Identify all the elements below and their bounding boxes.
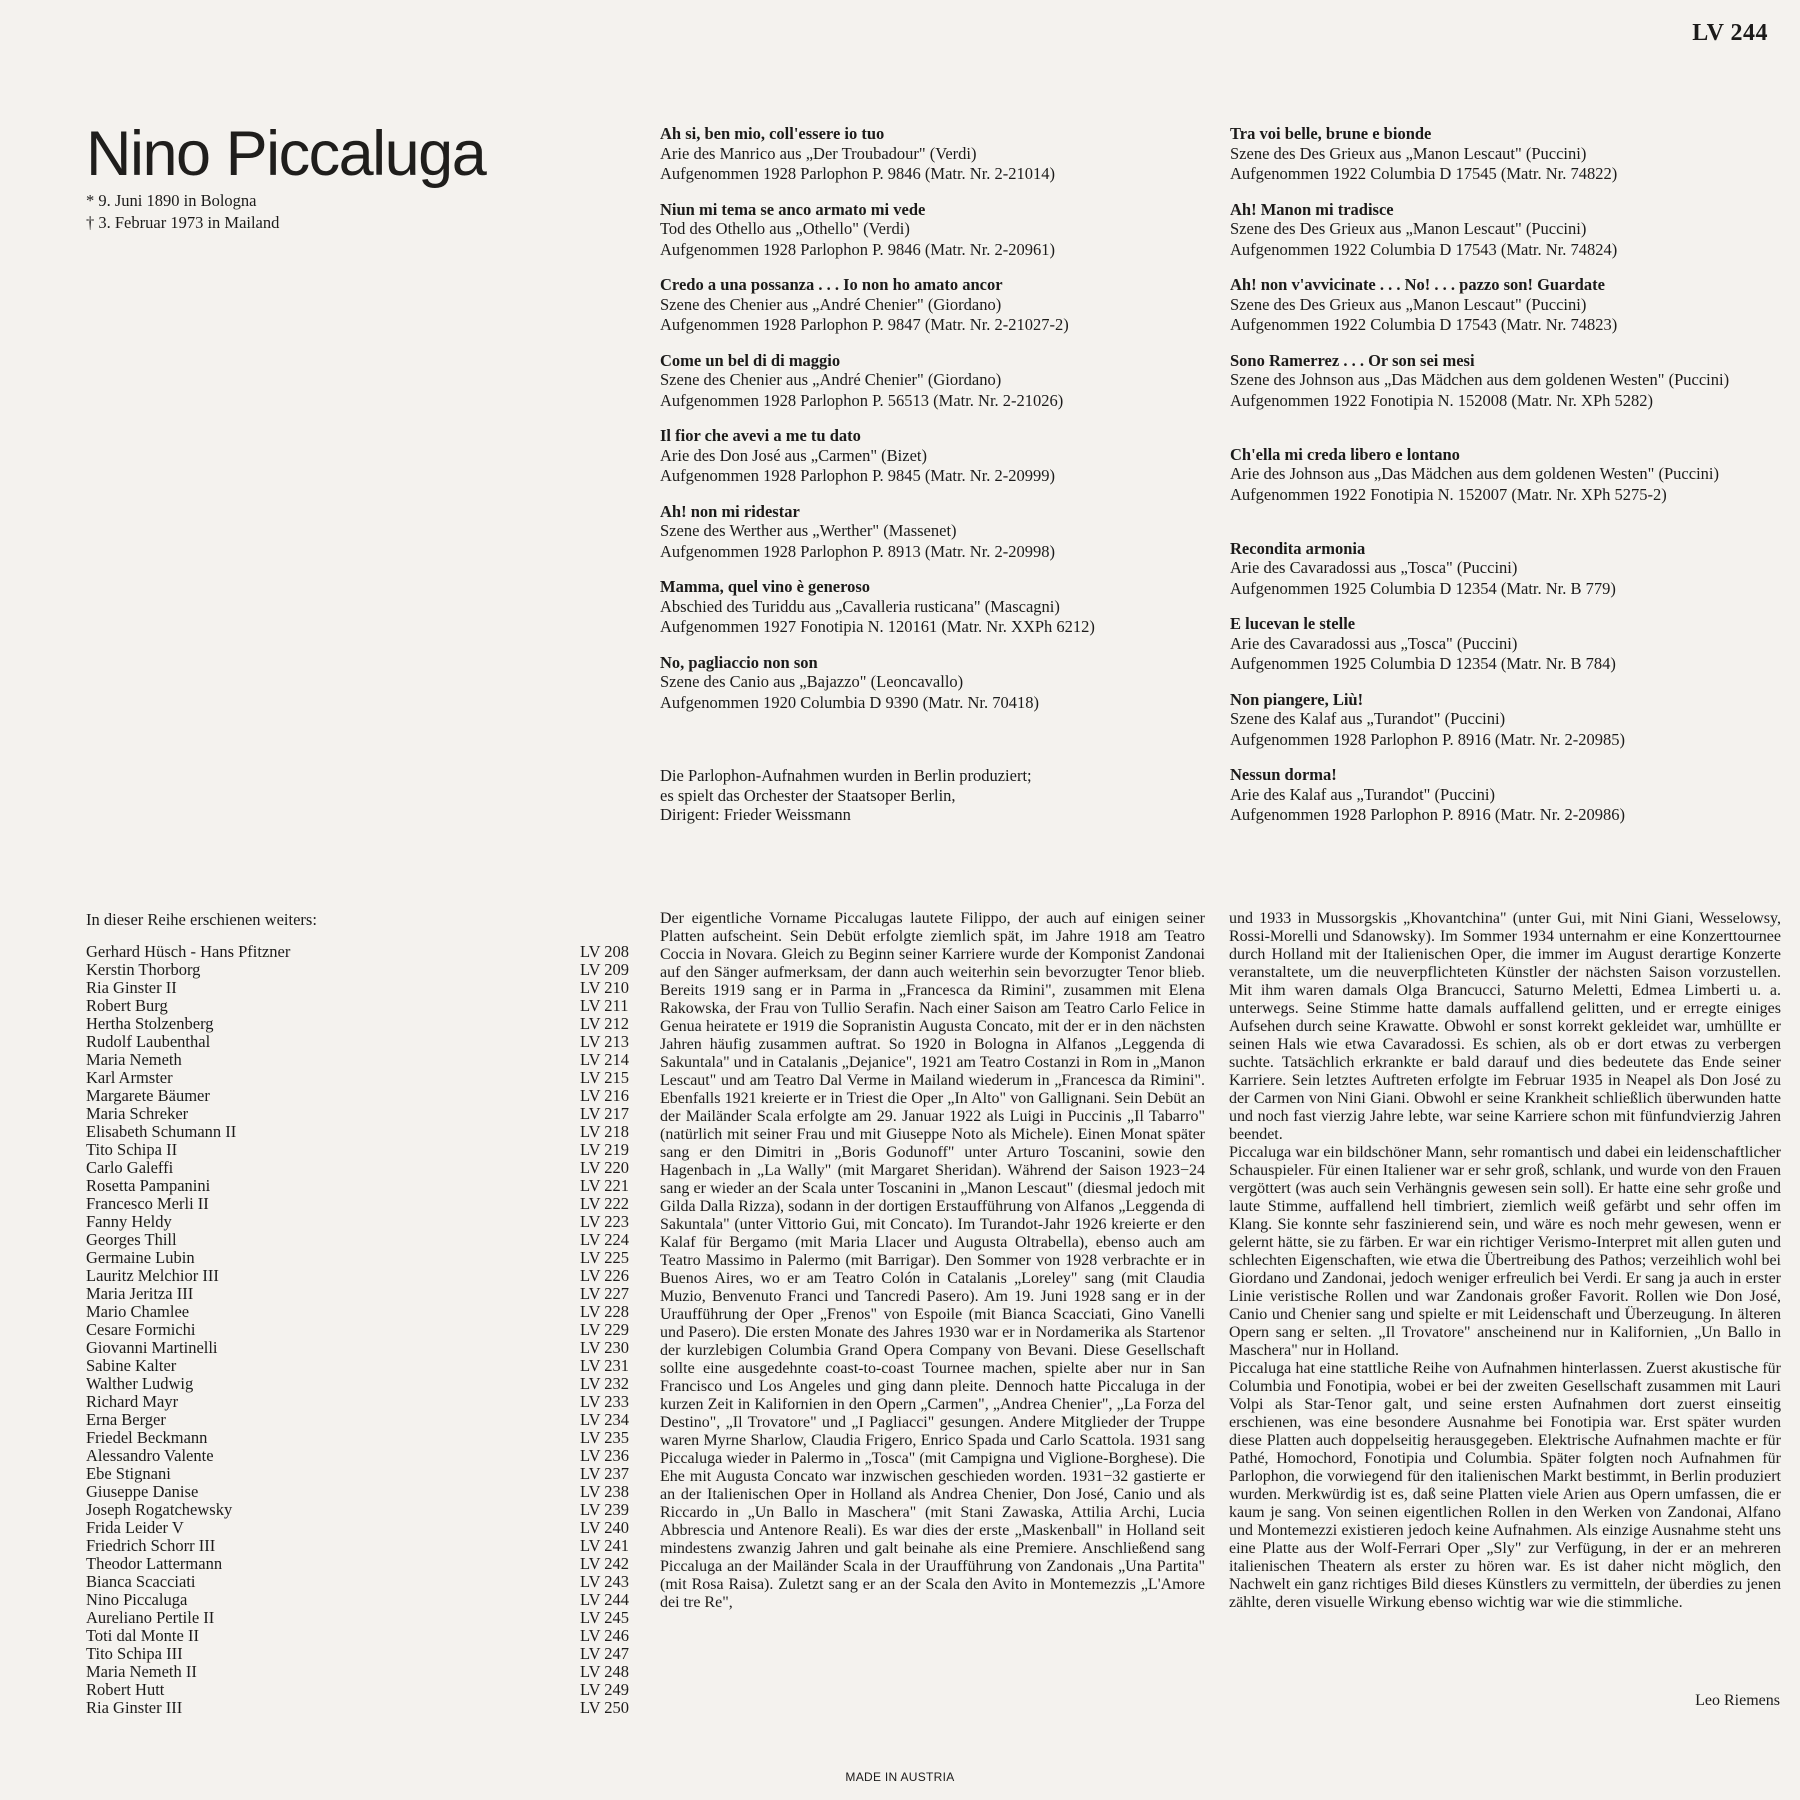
track-title: Niun mi tema se anco armato mi vede <box>660 199 926 219</box>
page-title: Nino Piccaluga <box>86 119 486 189</box>
series-artist-name: Theodor Lattermann <box>86 1554 223 1573</box>
track-recording: Aufgenommen 1922 Columbia D 17543 (Matr. Nr. 74823) <box>1230 315 1618 334</box>
series-artist-name: Elisabeth Schumann II <box>86 1122 237 1141</box>
track-item <box>1230 765 1760 841</box>
series-catalog-number: LV 212 <box>580 1014 630 1033</box>
series-list-item <box>86 1249 636 1267</box>
series-list-item <box>86 1681 636 1699</box>
series-catalog-number: LV 209 <box>580 960 630 979</box>
track-description: Szene des Canio aus „Bajazzo" (Leoncavallo) <box>660 672 964 691</box>
series-artist-name: Tito Schipa II <box>86 1140 178 1159</box>
series-artist-name: Karl Armster <box>86 1068 173 1087</box>
production-note-line: Die Parlophon-Aufnahmen wurden in Berlin produziert; <box>660 766 1032 785</box>
track-recording: Aufgenommen 1928 Parlophon P. 9847 (Matr. Nr. 2-21027-2) <box>660 315 1069 334</box>
series-catalog-number: LV 222 <box>580 1194 630 1213</box>
biography-column-2 <box>1229 910 1781 1612</box>
series-list-item <box>86 1591 636 1609</box>
biography-column-1 <box>660 910 1205 1612</box>
series-catalog-number: LV 225 <box>580 1248 630 1267</box>
series-catalog-number: LV 220 <box>580 1158 630 1177</box>
series-artist-name: Maria Jeritza III <box>86 1284 194 1303</box>
track-title: Il fior che avevi a me tu dato <box>660 426 861 445</box>
series-list-item <box>86 1375 636 1393</box>
series-catalog-number: LV 230 <box>580 1338 630 1357</box>
series-artist-name: Toti dal Monte II <box>86 1626 199 1645</box>
series-list-item <box>86 1447 636 1465</box>
series-list-item <box>86 1087 636 1105</box>
series-list-item <box>86 1033 636 1051</box>
series-list-item <box>86 1015 636 1033</box>
series-list-item <box>86 1177 636 1195</box>
production-note <box>660 766 1032 825</box>
track-title: Ah si, ben mio, coll'essere io tuo <box>660 124 885 143</box>
series-list-item <box>86 1051 636 1069</box>
track-description: Szene des Chenier aus „André Chenier" (Giordano) <box>660 370 1002 389</box>
track-recording: Aufgenommen 1928 Parlophon P. 8916 (Matr. Nr. 2-20986) <box>1230 805 1626 824</box>
track-item <box>1230 614 1760 690</box>
series-catalog-number: LV 231 <box>580 1356 630 1375</box>
series-artist-name: Joseph Rogatchewsky <box>86 1500 233 1519</box>
series-artist-name: Fanny Heldy <box>86 1212 172 1231</box>
track-description: Arie des Don José aus „Carmen" (Bizet) <box>660 445 927 465</box>
series-catalog-number: LV 219 <box>580 1140 630 1159</box>
track-recording: Aufgenommen 1922 Columbia D 17545 (Matr. Nr. 74822) <box>1230 164 1618 183</box>
series-catalog-number: LV 240 <box>580 1518 630 1537</box>
track-item <box>660 124 1190 200</box>
life-dates <box>86 190 279 234</box>
series-artist-name: Maria Nemeth II <box>86 1662 197 1681</box>
series-catalog-number: LV 242 <box>580 1554 630 1573</box>
series-artist-name: Nino Piccaluga <box>86 1590 188 1609</box>
death-date: † 3. Februar 1973 in Mailand <box>86 213 280 232</box>
series-list-item <box>86 943 636 961</box>
track-recording: Aufgenommen 1928 Parlophon P. 9846 (Matr. Nr. 2-21014) <box>660 164 1056 183</box>
track-description: Arie des Cavaradossi aus „Tosca" (Puccini) <box>1230 633 1518 653</box>
series-artist-name: Richard Mayr <box>86 1392 179 1411</box>
track-title: Mamma, quel vino è generoso <box>660 577 871 596</box>
series-list-item <box>86 1573 636 1591</box>
track-title: Tra voi belle, brune e bionde <box>1230 124 1432 143</box>
series-catalog-number: LV 229 <box>580 1320 630 1339</box>
track-description: Szene des Werther aus „Werther" (Massenet) <box>660 521 957 540</box>
series-artist-name: Carlo Galeffi <box>86 1158 174 1177</box>
series-artist-name: Frida Leider V <box>86 1518 184 1537</box>
track-item <box>1230 351 1760 445</box>
series-list-item <box>86 1195 636 1213</box>
birth-date: * 9. Juni 1890 in Bologna <box>86 191 257 210</box>
series-list-item <box>86 1105 636 1123</box>
series-list-item <box>86 1069 636 1087</box>
track-title: Credo a una possanza . . . Io non ho amato ancor <box>660 275 1003 294</box>
series-artist-name: Ria Ginster II <box>86 978 177 997</box>
series-artist-name: Tito Schipa III <box>86 1644 183 1663</box>
series-artist-name: Francesco Merli II <box>86 1194 209 1213</box>
series-catalog-number: LV 223 <box>580 1212 630 1231</box>
series-list-item <box>86 1303 636 1321</box>
track-recording: Aufgenommen 1928 Parlophon P. 8916 (Matr. Nr. 2-20985) <box>1230 729 1626 749</box>
track-description: Szene des Des Grieux aus „Manon Lescaut" (Puccini) <box>1230 219 1587 238</box>
track-item <box>660 426 1190 502</box>
series-list-item <box>86 1123 636 1141</box>
track-description: Szene des Kalaf aus „Turandot" (Puccini) <box>1230 709 1506 728</box>
track-description: Abschied des Turiddu aus „Cavalleria rusticana" (Mascagni) <box>660 596 1060 616</box>
track-item <box>1230 445 1760 539</box>
track-item <box>1230 690 1760 766</box>
series-artist-name: Sabine Kalter <box>86 1356 177 1375</box>
series-catalog-number: LV 248 <box>580 1662 630 1681</box>
series-list-item <box>86 1285 636 1303</box>
series-list-item <box>86 961 636 979</box>
series-list-item <box>86 1321 636 1339</box>
track-description: Tod des Othello aus „Othello" (Verdi) <box>660 219 910 238</box>
catalog-number: LV 244 <box>1692 20 1768 46</box>
track-item <box>660 200 1190 276</box>
track-recording: Aufgenommen 1927 Fonotipia N. 120161 (Matr. Nr. XXPh 6212) <box>660 617 1095 636</box>
series-artist-name: Ebe Stignani <box>86 1464 171 1483</box>
series-list-item <box>86 1627 636 1645</box>
track-item <box>660 502 1190 578</box>
track-title: Ch'ella mi creda libero e lontano <box>1230 444 1460 464</box>
series-artist-name: Kerstin Thorborg <box>86 960 201 979</box>
series-list-item <box>86 1429 636 1447</box>
track-description: Szene des Des Grieux aus „Manon Lescaut" (Puccini) <box>1230 294 1587 314</box>
series-catalog-number: LV 244 <box>580 1590 630 1609</box>
series-artist-name: Maria Nemeth <box>86 1050 182 1069</box>
series-catalog-number: LV 208 <box>580 942 630 961</box>
series-list-item <box>86 1483 636 1501</box>
series-catalog-number: LV 239 <box>580 1500 630 1519</box>
series-catalog-number: LV 247 <box>580 1644 630 1663</box>
track-recording: Aufgenommen 1928 Parlophon P. 8913 (Matr. Nr. 2-20998) <box>660 541 1056 561</box>
track-description: Szene des Chenier aus „André Chenier" (Giordano) <box>660 294 1002 314</box>
track-item <box>660 653 1190 729</box>
series-artist-name: Germaine Lubin <box>86 1248 195 1267</box>
series-artist-name: Georges Thill <box>86 1230 177 1249</box>
track-item <box>1230 275 1760 351</box>
series-catalog-number: LV 224 <box>580 1230 630 1249</box>
track-title: Ah! non v'avvicinate . . . No! . . . pazzo son! Guardate <box>1230 275 1605 294</box>
series-artist-name: Alessandro Valente <box>86 1446 214 1465</box>
series-artist-name: Rudolf Laubenthal <box>86 1032 211 1051</box>
series-artist-name: Robert Burg <box>86 996 168 1015</box>
series-artist-name: Giovanni Martinelli <box>86 1338 218 1357</box>
track-title: Recondita armonia <box>1230 538 1366 558</box>
production-note-line: es spielt das Orchester der Staatsoper Berlin, <box>660 785 956 805</box>
track-title: Ah! non mi ridestar <box>660 501 800 521</box>
series-artist-name: Ria Ginster III <box>86 1698 183 1717</box>
track-item <box>1230 200 1760 276</box>
series-list-item <box>86 1267 636 1285</box>
series-list-item <box>86 1699 636 1717</box>
series-list-item <box>86 1159 636 1177</box>
series-catalog-number: LV 236 <box>580 1446 630 1465</box>
track-recording: Aufgenommen 1925 Columbia D 12354 (Matr. Nr. B 784) <box>1230 654 1616 673</box>
track-item <box>660 275 1190 351</box>
series-catalog-number: LV 237 <box>580 1464 630 1483</box>
series-catalog-number: LV 238 <box>580 1482 630 1501</box>
production-note-line: Dirigent: Frieder Weissmann <box>660 805 851 824</box>
series-list-item <box>86 1645 636 1663</box>
series-list <box>86 943 636 1717</box>
track-description: Szene des Des Grieux aus „Manon Lescaut" (Puccini) <box>1230 143 1587 163</box>
author-signature: Leo Riemens <box>1695 1692 1780 1709</box>
track-recording: Aufgenommen 1928 Parlophon P. 9845 (Matr. Nr. 2-20999) <box>660 466 1056 485</box>
track-description: Arie des Cavaradossi aus „Tosca" (Puccini) <box>1230 558 1518 577</box>
series-list-item <box>86 1231 636 1249</box>
series-heading: In dieser Reihe erschienen weiters: <box>86 910 317 929</box>
track-recording: Aufgenommen 1922 Columbia D 17543 (Matr. Nr. 74824) <box>1230 239 1618 259</box>
series-catalog-number: LV 234 <box>580 1410 630 1429</box>
track-recording: Aufgenommen 1922 Fonotipia N. 152007 (Matr. Nr. XPh 5275-2) <box>1230 484 1667 504</box>
series-artist-name: Lauritz Melchior III <box>86 1266 219 1285</box>
biography-paragraph: und 1933 in Mussorgskis „Khovantchina" (unter Gui, mit Nini Giani, Wesselowsy, Rossi-Morelli und Sdanowsky). Im Sommer 1934 unternahm er eine Konzerttournee durch Holland mit der Italienischen Oper, die immer im August derartige Konzerte veranstaltete, um die neuverpflichteten Künstler der nächsten Saison vorzustellen. Mit ihm waren damals Olga Brancucci, Saturno Meletti, Edmea Limberti u. a. unterwegs. Seine Stimme hatte damals auffallend gelitten, und er erregte einiges Aufsehen durch seine Krawatte. Obwohl er sonst korrekt gekleidet war, umhüllte er seinen Hals wie etwa Cavaradossi. Es schien, als ob er dort etwas zu verbergen suchte. Tatsächlich erkrankte er bald darauf und dies bedeutete das Ende seiner Karriere. Sein letztes Auftreten erfolgte im Februar 1935 in Neapel als Don José zu der Carmen von Nini Giani. Obwohl er seine Krankheit schließlich überwunden hatte und noch fast vierzig Jahre lebte, war seine Karriere schon mit fünfundvierzig Jahren beendet. <box>1229 910 1781 1143</box>
track-title: No, pagliaccio non son <box>660 652 818 672</box>
series-list-item <box>86 1339 636 1357</box>
track-title: Sono Ramerrez . . . Or son sei mesi <box>1230 350 1475 370</box>
series-catalog-number: LV 216 <box>580 1086 630 1105</box>
series-artist-name: Rosetta Pampanini <box>86 1176 211 1195</box>
track-recording: Aufgenommen 1925 Columbia D 12354 (Matr. Nr. B 779) <box>1230 578 1616 598</box>
series-catalog-number: LV 226 <box>580 1266 630 1285</box>
series-catalog-number: LV 218 <box>580 1122 630 1141</box>
series-list-item <box>86 1555 636 1573</box>
track-recording: Aufgenommen 1920 Columbia D 9390 (Matr. Nr. 70418) <box>660 692 1040 712</box>
series-list-item <box>86 1213 636 1231</box>
track-title: Come un bel di di maggio <box>660 350 841 370</box>
track-description: Arie des Johnson aus „Das Mädchen aus dem goldenen Westen" (Puccini) <box>1230 464 1719 483</box>
track-list-left <box>660 124 1190 728</box>
series-artist-name: Bianca Scacciati <box>86 1572 196 1591</box>
series-artist-name: Walther Ludwig <box>86 1374 194 1393</box>
series-artist-name: Erna Berger <box>86 1410 166 1429</box>
series-list-item <box>86 979 636 997</box>
track-list-right <box>1230 124 1760 841</box>
track-description: Arie des Manrico aus „Der Troubadour" (Verdi) <box>660 143 977 163</box>
series-list-item <box>86 1465 636 1483</box>
track-item <box>660 351 1190 427</box>
series-catalog-number: LV 213 <box>580 1032 630 1051</box>
track-title: E lucevan le stelle <box>1230 614 1356 633</box>
track-title: Ah! Manon mi tradisce <box>1230 199 1394 219</box>
series-artist-name: Friedel Beckmann <box>86 1428 208 1447</box>
track-recording: Aufgenommen 1922 Fonotipia N. 152008 (Matr. Nr. XPh 5282) <box>1230 390 1654 410</box>
series-catalog-number: LV 246 <box>580 1626 630 1645</box>
track-item <box>1230 124 1760 200</box>
series-catalog-number: LV 235 <box>580 1428 630 1447</box>
series-catalog-number: LV 245 <box>580 1608 630 1627</box>
track-recording: Aufgenommen 1928 Parlophon P. 9846 (Matr. Nr. 2-20961) <box>660 239 1056 259</box>
series-catalog-number: LV 249 <box>580 1680 630 1699</box>
series-artist-name: Mario Chamlee <box>86 1302 190 1321</box>
series-list-item <box>86 1501 636 1519</box>
track-recording: Aufgenommen 1928 Parlophon P. 56513 (Matr. Nr. 2-21026) <box>660 390 1064 410</box>
series-list-item <box>86 1537 636 1555</box>
series-catalog-number: LV 243 <box>580 1572 630 1591</box>
biography-paragraph: Der eigentliche Vorname Piccalugas lautete Filippo, der auch auf einigen seiner Platten aufscheint. Sein Debüt erfolgte ziemlich spät, im Jahre 1918 am Teatro Coccia in Novara. Gleich zu Beginn seiner Karriere wurde der Komponist Zandonai auf den Sänger aufmerksam, der dann auch weiterhin sein bevorzugter Tenor blieb. Bereits 1919 sang er in Parma in „Francesca da Rimini", zusammen mit Elena Rakowska, der Frau von Tullio Serafin. Nach einer Saison am Teatro Carlo Felice in Genua heiratete er 1919 die Sopranistin Augusta Concato, mit der er in den nächsten Jahren häufig zusammen auftrat. So 1920 in Bologna in Alfanos „Leggenda di Sakuntala" und in Catalanis „Dejanice", 1921 am Teatro Costanzi in Rom in „Manon Lescaut" und am Teatro Dal Verme in Mailand wiederum in „Francesca da Rimini". Ebenfalls 1921 kreierte er in Triest die Oper „In Alto" von Gallignani. Sein Debüt an der Mailänder Scala erfolgte am 29. Januar 1922 als Luigi in Puccinis „Il Tabarro" (natürlich mit seiner Frau und mit Giuseppe Noto als Michele). Einen Monat später sang er den Dimitri in „Boris Godunoff" unter Arturo Toscanini, sowie den Hagenbach in „La Wally" (mit Margaret Sheridan). Während der Saison 1923−24 sang er wieder an der Scala unter Toscanini in „Manon Lescaut" (diesmal jedoch mit Gilda Dalla Rizza), sodann in der dortigen Erstaufführung von Alfanos „Leggenda di Sakuntala" (unter Vittorio Gui, mit Concato). Im Turandot-Jahr 1926 kreierte er den Kalaf für Bergamo (mit Maria Llacer und Augusta Oltrabella), ebenso auch am Teatro Massimo in Palermo (mit Barrigar). Den Sommer von 1928 verbrachte er in Buenos Aires, wo er am Teatro Colón in Catalanis „Loreley" sang (mit Claudia Muzio, Benvenuto Franci und Tancredi Pasero). Am 19. Juni 1928 sang er in der Uraufführung der Oper „Frenos" von Espoile (mit Bianca Scacciati, Gino Vanelli und Pasero). Die ersten Monate des Jahres 1930 war er in Nordamerika als Startenor der kurzlebigen Columbia Grand Opera Company von Bevani. Diese Gesellschaft sollte eine ausgedehnte coast-to-coast Tournee machen, spielte aber nur in San Francisco und Los Angeles und ging dann pleite. Dennoch hatte Piccaluga in der kurzen Zeit in Kalifornien in den Opern „Carmen", „Andrea Chenier", „La Forza del Destino", „Il Trovatore" und „I Pagliacci" gesungen. Andere Mitglieder der Truppe waren Myrne Sharlow, Claudia Frigero, Enrico Spada und Carlo Scattola. 1931 sang Piccaluga wieder in Palermo in „Tosca" (mit Campigna und Viglione-Borghese). Die Ehe mit Augusta Concato war inzwischen geschieden worden. 1931−32 gastierte er an der Italienischen Oper in Holland als Andrea Chenier, Don José, Canio und als Riccardo in „Un Ballo in Maschera" (mit Stani Zawaska, Attilia Archi, Lucia Abbrescia und Antenore Reali). Es war dies der erste „Maskenball" in Holland seit mindestens zwanzig Jahren und galt beinahe als eine Premiere. Anschließend sang Piccaluga an der Mailänder Scala in der Uraufführung von Zandonais „Una Partita" (mit Rosa Raisa). Zuletzt sang er an der Scala den Avito in Montemezzis „L'Amore dei tre Re", <box>660 910 1205 1611</box>
series-catalog-number: LV 233 <box>580 1392 630 1411</box>
series-artist-name: Gerhard Hüsch - Hans Pfitzner <box>86 942 291 961</box>
series-catalog-number: LV 232 <box>580 1374 630 1393</box>
series-catalog-number: LV 211 <box>580 996 629 1015</box>
series-catalog-number: LV 250 <box>580 1698 630 1717</box>
series-artist-name: Margarete Bäumer <box>86 1086 210 1105</box>
track-title: Nessun dorma! <box>1230 765 1337 784</box>
track-item <box>1230 539 1760 615</box>
series-list-item <box>86 1519 636 1537</box>
series-artist-name: Cesare Formichi <box>86 1320 196 1339</box>
series-list-item <box>86 1357 636 1375</box>
series-artist-name: Friedrich Schorr III <box>86 1536 216 1555</box>
series-catalog-number: LV 241 <box>580 1536 630 1555</box>
series-list-item <box>86 1411 636 1429</box>
biography-paragraph: Piccaluga hat eine stattliche Reihe von Aufnahmen hinterlassen. Zuerst akustische für Columbia und Fonotipia, wobei er bei der zweiten Gesellschaft zusammen mit Lauri Volpi als Star-Tenor galt, und seine ersten Aufnahmen dort zuerst einseitig erschienen, was eine besondere Ausnahme bei Fonotipia war. Erst später wurden diese Platten auch doppelseitig herausgegeben. Elektrische Aufnahmen machte er für Pathé, Homochord, Fonotipia und Columbia. Später folgten noch Aufnahmen für Parlophon, die vorwiegend für den italienischen Markt bestimmt, in Berlin produziert wurden. Merkwürdig ist es, daß seine Platten viele Arien aus Opern umfassen, die er kaum je sang. Von seinen eigentlichen Rollen in den Werken von Zandonai, Alfano und Montemezzi existieren jedoch keine Aufnahmen. Als einzige Ausnahme steht uns eine Platte aus der Wolf-Ferrari Oper „Sly" zur Verfügung, in der er an mehreren italienischen Theatern als erster zu hören war. Es ist daher nicht möglich, den Nachwelt ein ganz richtiges Bild dieses Künstlers zu vermitteln, der überdies zu jenen zählte, deren visuelle Wirkung ebenso wichtig war wie die stimmliche. <box>1229 1360 1781 1611</box>
series-list-item <box>86 1609 636 1627</box>
track-description: Szene des Johnson aus „Das Mädchen aus dem goldenen Westen" (Puccini) <box>1230 370 1730 389</box>
series-catalog-number: LV 228 <box>580 1302 630 1321</box>
track-title: Non piangere, Liù! <box>1230 689 1364 709</box>
track-item <box>660 577 1190 653</box>
series-list-item <box>86 997 636 1015</box>
series-artist-name: Giuseppe Danise <box>86 1482 199 1501</box>
made-in-label: MADE IN AUSTRIA <box>845 1770 955 1784</box>
series-list-item <box>86 1141 636 1159</box>
series-catalog-number: LV 214 <box>580 1050 630 1069</box>
biography-paragraph: Piccaluga war ein bildschöner Mann, sehr romantisch und dabei ein leidenschaftlicher Schauspieler. Für einen Italiener war er sehr groß, schlank, und wurde von den Frauen vergöttert (was auch sein Verhängnis gewesen sein soll). Er hatte eine sehr große und laute Stimme, auffallend hell timbriert, ziemlich weiß gefärbt und sehr offen im Klang. Sie konnte sehr faszinierend sein, und wäre es noch mehr gewesen, wenn er gelernt hätte, sie zu färben. Er war ein richtiger Verismo-Interpret mit allen guten und schlechten Eigenschaften, wie etwa die Übertreibung des Pathos; verzeihlich wohl bei Giordano und Zandonai, jedoch weniger erfreulich bei Verdi. Er sang ja auch in erster Linie veristische Rollen und war Zandonais großer Favorit. Rollen wie Don José, Canio und Chenier sang und spielte er mit Leidenschaft und Überzeugung. In älteren Opern sang er selten. „Il Trovatore" anscheinend nur in Kalifornien, „Un Ballo in Maschera" nur in Holland. <box>1229 1144 1781 1359</box>
series-catalog-number: LV 227 <box>580 1284 630 1303</box>
series-artist-name: Robert Hutt <box>86 1680 165 1699</box>
series-list-item <box>86 1663 636 1681</box>
series-artist-name: Hertha Stolzenberg <box>86 1014 214 1033</box>
series-artist-name: Maria Schreker <box>86 1104 189 1123</box>
series-catalog-number: LV 217 <box>580 1104 630 1123</box>
track-description: Arie des Kalaf aus „Turandot" (Puccini) <box>1230 784 1496 804</box>
series-catalog-number: LV 221 <box>580 1176 630 1195</box>
series-list-item <box>86 1393 636 1411</box>
series-artist-name: Aureliano Pertile II <box>86 1608 215 1627</box>
series-catalog-number: LV 215 <box>580 1068 630 1087</box>
series-catalog-number: LV 210 <box>580 978 630 997</box>
